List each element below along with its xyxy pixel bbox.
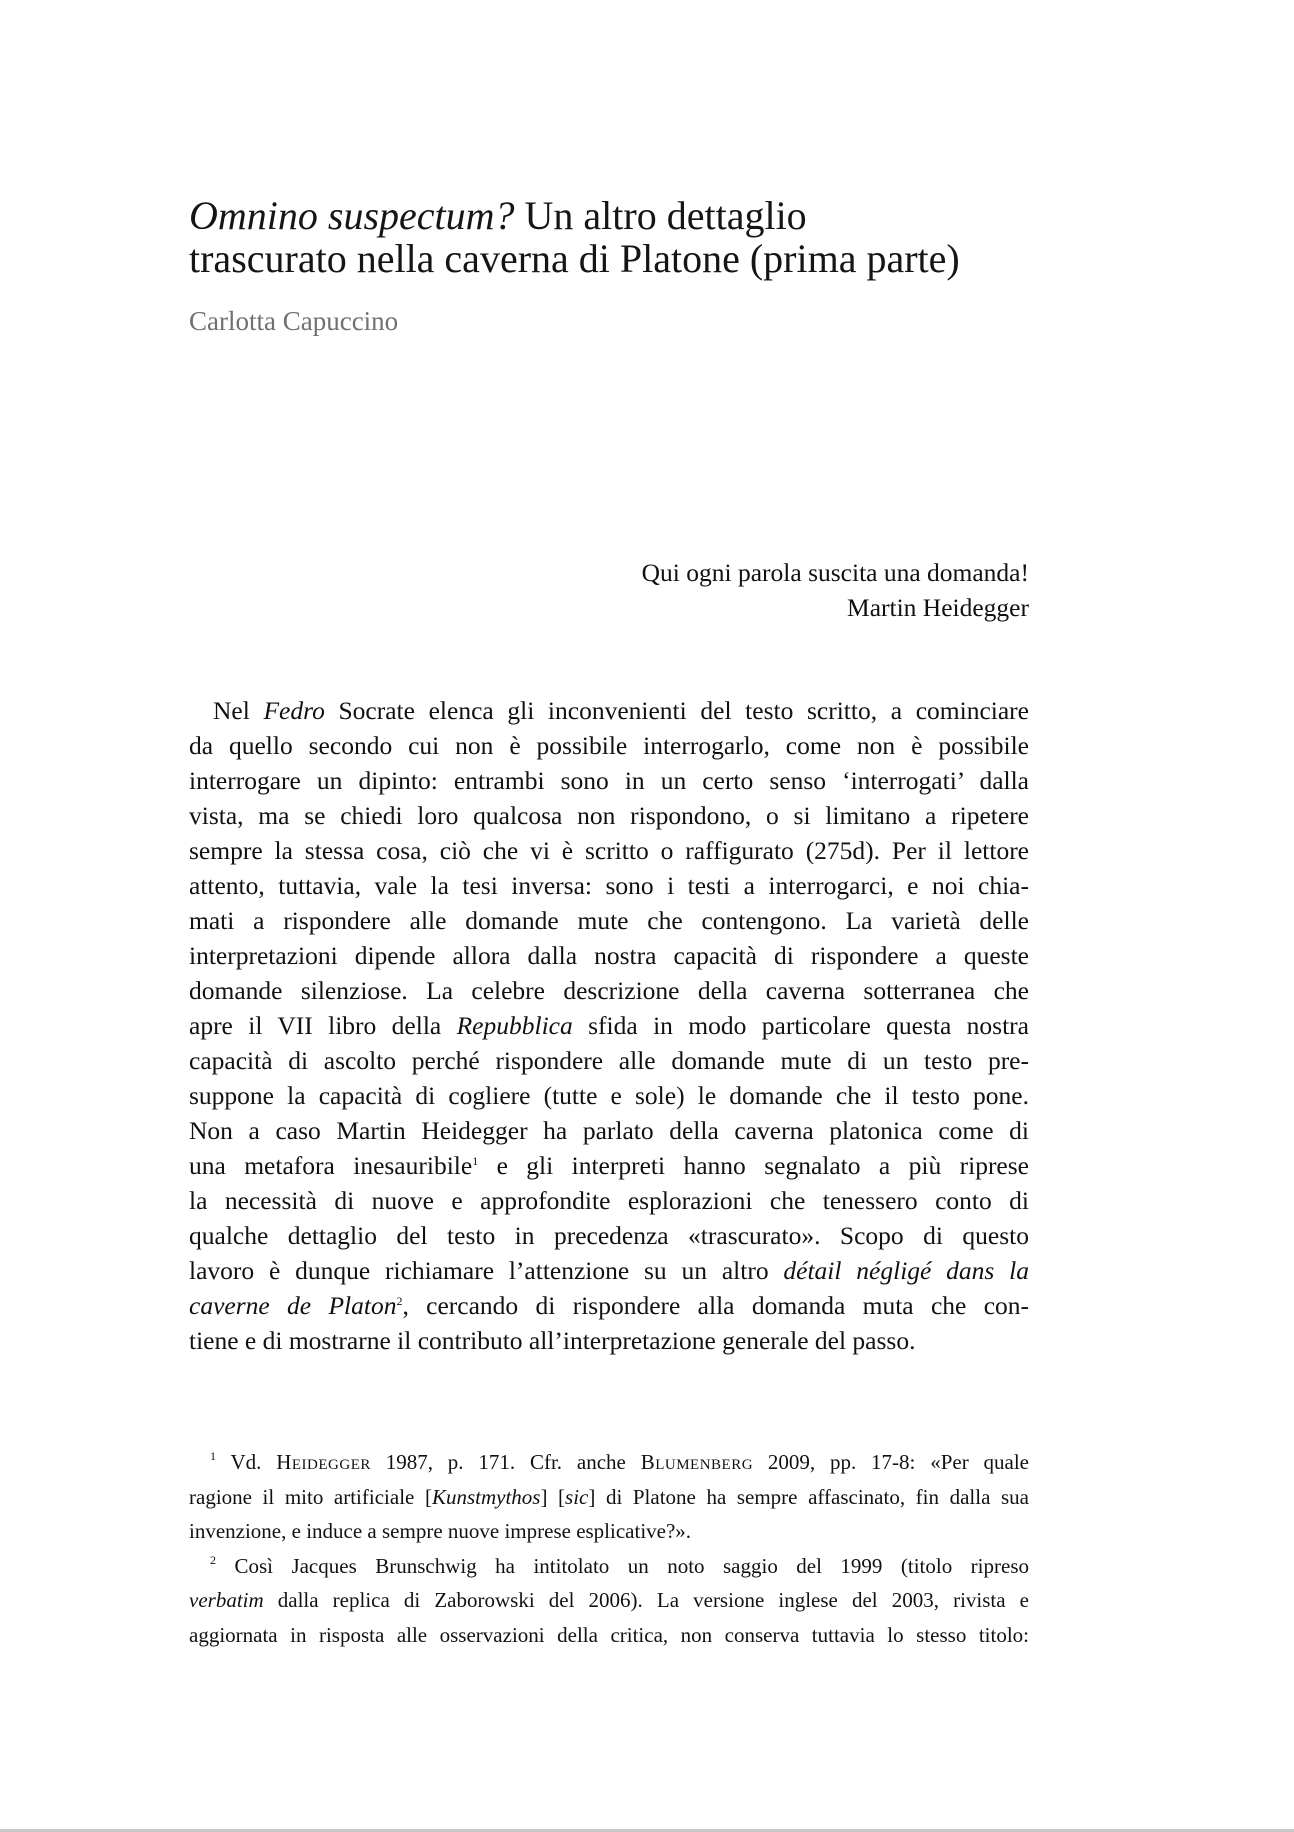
body-line-last: tiene e di mostrarne il contributo all’interpretazione generale del passo. xyxy=(189,1326,916,1355)
text-run: sfida in modo particolare questa nostra xyxy=(572,1011,1029,1040)
epigraph xyxy=(500,555,1029,625)
work-title: Fedro xyxy=(263,696,325,725)
body-line xyxy=(189,1288,1029,1323)
body-line xyxy=(189,693,1029,728)
body-line: attento, tuttavia, vale la tesi inversa: sono i testi a interrogarci, e noi chia- xyxy=(189,871,1029,900)
text-run: e gli interpreti hanno segnalato a più riprese xyxy=(478,1151,1029,1180)
body-line: Non a caso Martin Heidegger ha parlato della caverna platonica come di xyxy=(189,1116,1029,1145)
footnote-number-1: 1 xyxy=(210,1449,216,1463)
body-line: interpretazioni dipende allora dalla nostra capacità di rispondere a queste xyxy=(189,941,1029,970)
body-line: sempre la stessa cosa, ciò che vi è scritto o raffigurato (275d). Per il lettore xyxy=(189,836,1029,865)
body-line: mati a rispondere alle domande mute che contengono. La varietà delle xyxy=(189,906,1029,935)
italic-term: verbatim xyxy=(189,1588,264,1612)
footnote-2-line: aggiornata in risposta alle osservazioni della critica, non conserva tuttavia lo stesso titolo: xyxy=(189,1622,1029,1647)
title-italic: Omnino suspectum? xyxy=(189,193,515,238)
body-line: capacità di ascolto perché rispondere alle domande mute di un testo pre- xyxy=(189,1046,1029,1075)
italic-term: sic xyxy=(565,1484,589,1509)
footnote-1-line xyxy=(189,1445,1029,1480)
text-run: ragione il mito artificiale [ xyxy=(189,1484,432,1509)
footnote-ref-2[interactable]: 2 xyxy=(396,1294,403,1308)
text-run: una metafora inesauribile xyxy=(189,1151,473,1180)
text-run: Così Jacques Brunschwig ha intitolato un noto saggio del 1999 (titolo ripreso xyxy=(216,1553,1029,1578)
article-title xyxy=(189,194,1089,280)
title-line-1-text: Un altro dettaglio xyxy=(514,193,807,238)
text-run: ] di Platone ha sempre affascinato, fin dalla sua xyxy=(588,1484,1029,1509)
text-run: Nel xyxy=(213,696,264,725)
footnote-2-line xyxy=(189,1549,1029,1584)
text-run: Socrate elenca gli inconvenienti del testo scritto, a cominciare xyxy=(324,696,1029,725)
epigraph-quote: Qui ogni parola suscita una domanda! xyxy=(641,558,1029,587)
citation-author: Blumenberg xyxy=(640,1450,754,1474)
italic-phrase: caverne de Platon xyxy=(189,1291,397,1320)
title-line-2: trascurato nella caverna di Platone (prima parte) xyxy=(189,236,960,281)
text-run: ] [ xyxy=(540,1484,566,1509)
work-title: Repubblica xyxy=(456,1011,573,1040)
body-paragraph xyxy=(189,693,1029,1358)
footnote-number-2: 2 xyxy=(210,1552,216,1567)
italic-phrase: détail négligé dans la xyxy=(783,1256,1029,1285)
footnote-2-line xyxy=(189,1583,1029,1618)
body-line: da quello secondo cui non è possibile interrogarlo, come non è possibile xyxy=(189,731,1029,760)
body-line: la necessità di nuove e approfondite esplorazioni che tenessero conto di xyxy=(189,1186,1029,1215)
body-line: domande silenziose. La celebre descrizione della caverna sotterranea che xyxy=(189,976,1029,1005)
body-line: vista, ma se chiedi loro qualcosa non rispondono, o si limitano a ripetere xyxy=(189,801,1029,830)
italic-term: Kunstmythos xyxy=(431,1484,541,1509)
body-line xyxy=(189,1253,1029,1288)
footnote-1-line: invenzione, e induce a sempre nuove imprese esplicative?». xyxy=(189,1519,692,1543)
text-run: dalla replica di Zaborowski del 2006). La versione inglese del 2003, rivista e xyxy=(263,1588,1029,1612)
author-name: Carlotta Capuccino xyxy=(189,306,399,336)
text-run: 1987, p. 171. Cfr. anche xyxy=(370,1450,641,1474)
text-run: 2009, pp. 17-8: «Per quale xyxy=(753,1450,1030,1474)
body-line xyxy=(189,1148,1029,1183)
citation-author: Heidegger xyxy=(276,1450,371,1474)
body-line: suppone la capacità di cogliere (tutte e sole) le domande che il testo pone. xyxy=(189,1081,1029,1110)
footnote-1-line xyxy=(189,1480,1029,1515)
title-line-1 xyxy=(189,194,1089,237)
text-run: apre il VII libro della xyxy=(189,1011,457,1040)
body-line xyxy=(189,1008,1029,1043)
body-line: interrogare un dipinto: entrambi sono in un certo senso ‘interrogati’ dalla xyxy=(189,766,1029,795)
text-run: , cercando di rispondere alla domanda muta che con- xyxy=(402,1291,1030,1320)
text-run: Vd. xyxy=(216,1450,277,1474)
epigraph-attribution: Martin Heidegger xyxy=(847,593,1029,622)
body-line: qualche dettaglio del testo in precedenza «trascurato». Scopo di questo xyxy=(189,1221,1029,1250)
text-run: lavoro è dunque richiamare l’attenzione su un altro xyxy=(189,1256,784,1285)
footnote-ref-1[interactable]: 1 xyxy=(472,1154,479,1168)
footnotes xyxy=(189,1445,1029,1652)
